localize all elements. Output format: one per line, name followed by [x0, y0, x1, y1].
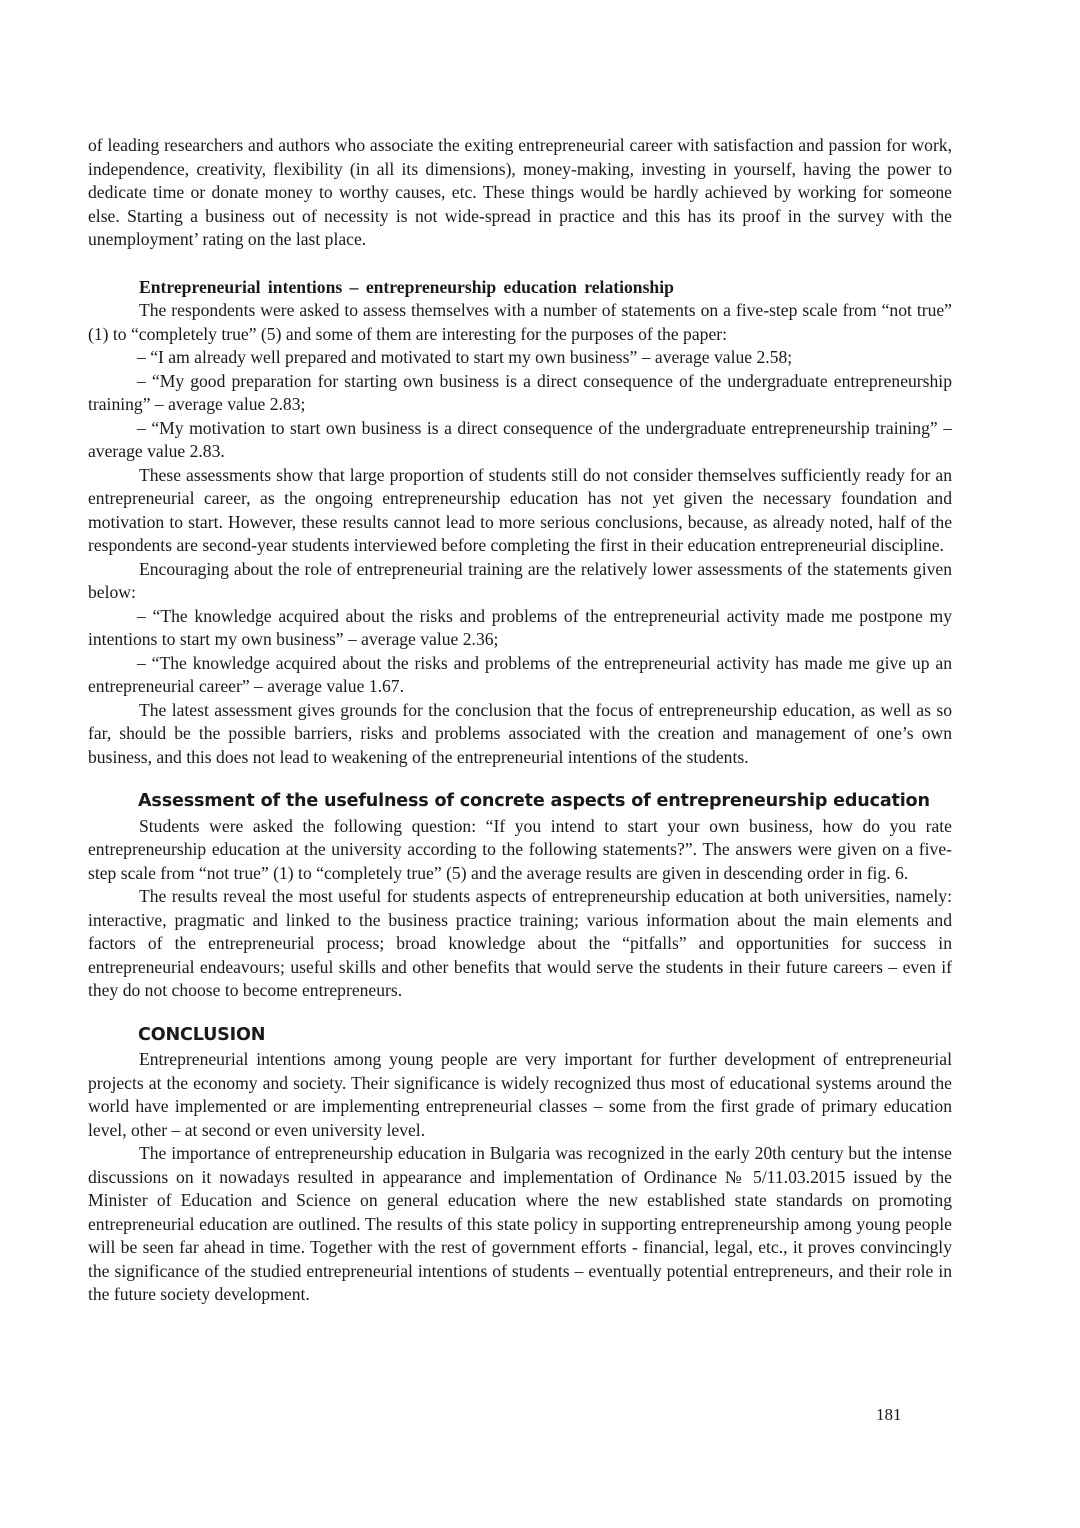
- conclusion-paragraph-1: Entrepreneurial intentions among young people are very important for further development of entrepreneurial projects at the economy and society. Their significance is widely recognized thus most of educational systems around the world have implemented or are implementing entrepreneurial classes – some from the first grade of primary education level, other – at second or even university level.: [88, 1049, 952, 1140]
- section2-paragraph-1: Students were asked the following question: “If you intend to start your own business, how do you rate entrepreneurship education at the university according to the following statements?”. The answers were given on a five-step scale from “not true” (1) to “completely true” (5) and the average results are given in descending order in fig. 6.: [88, 815, 952, 883]
- section1-quote-3: – “My motivation to start own business is a direct consequence of the undergraduate entrepreneurship training” – average value 2.83.: [88, 417, 952, 461]
- section1-paragraph-2: These assessments show that large proportion of students still do not consider themselves sufficiently ready for an entrepreneurial career, as the ongoing entrepreneurship education has not yet given the necessary foundation and motivation to start. However, these results cannot lead to more serious conclusions, because, as already noted, half of the respondents are second-year students interviewed before completing the first in their education entrepreneurial discipline.: [88, 464, 952, 555]
- section1-quote-1: – “I am already well prepared and motivated to start my own business” – average value 2.58;: [137, 347, 793, 367]
- section-heading-usefulness-assessment: Assessment of the usefulness of concrete aspects of entrepreneurship education: [138, 791, 930, 811]
- section1-quote-5: – “The knowledge acquired about the risks and problems of the entrepreneurial activity has made me give up an entrepreneurial career” – average value 1.67.: [88, 652, 952, 696]
- conclusion-paragraph-2: The importance of entrepreneurship education in Bulgaria was recognized in the early 20th century but the intense discussions on it nowadays resulted in appearance and implementation of Ordinance № 5/11.03.2015 issued by the Minister of Education and Science on general education where the new established state standards on promoting entrepreneurial education are outlined. The results of this state policy in supporting entrepreneurship among young people will be seen far ahead in time. Together with the rest of government efforts - financial, legal, etc., it proves convincingly the significance of the studied entrepreneurial intentions of students – eventually potential entrepreneurs, and their role in the future society development.: [88, 1143, 952, 1304]
- section1-quote-4: – “The knowledge acquired about the risks and problems of the entrepreneurial activity made me postpone my intentions to start my own business” – average value 2.36;: [88, 605, 952, 649]
- paper-page-body: [88, 134, 952, 1307]
- intro-continuation-paragraph: of leading researchers and authors who associate the exiting entrepreneurial career with satisfaction and passion for work, independence, creativity, flexibility (in all its dimensions), money-making, investing in yourself, having the power to dedicate time or donate money to worthy causes, etc. These things would be hardly achieved by working for someone else. Starting a business out of necessity is not wide-spread in practice and this has its proof in the survey with the unemployment’ rating on the last place.: [88, 135, 952, 249]
- page-number: 181: [876, 1405, 902, 1424]
- section1-paragraph-1: The respondents were asked to assess themselves with a number of statements on a five-step scale from “not true” (1) to “completely true” (5) and some of them are interesting for the purposes of the paper:: [88, 300, 952, 344]
- section1-paragraph-4: The latest assessment gives grounds for the conclusion that the focus of entrepreneurship education, as well as so far, should be the possible barriers, risks and problems associated with the creation and management of one’s own business, and this does not lead to weakening of the entrepreneurial intentions of the students.: [88, 699, 952, 767]
- section1-quote-2: – “My good preparation for starting own business is a direct consequence of the undergraduate entrepreneurship training” – average value 2.83;: [88, 370, 952, 414]
- section-heading-conclusion: CONCLUSION: [138, 1024, 266, 1045]
- section1-paragraph-3: Encouraging about the role of entrepreneurial training are the relatively lower assessments of the statements given below:: [88, 558, 952, 602]
- section-heading-intentions-education: Entrepreneurial intentions – entrepreneurship education relationship: [139, 276, 674, 297]
- section2-paragraph-2: The results reveal the most useful for students aspects of entrepreneurship education at both universities, namely: interactive, pragmatic and linked to the business practice training; various information about the main elements and factors of the entrepreneurial process; broad knowledge about the “pitfalls” and opportunities for success in entrepreneurial endeavours; useful skills and other benefits that would serve the students in their future careers – even if they do not choose to become entrepreneurs.: [88, 886, 952, 1000]
